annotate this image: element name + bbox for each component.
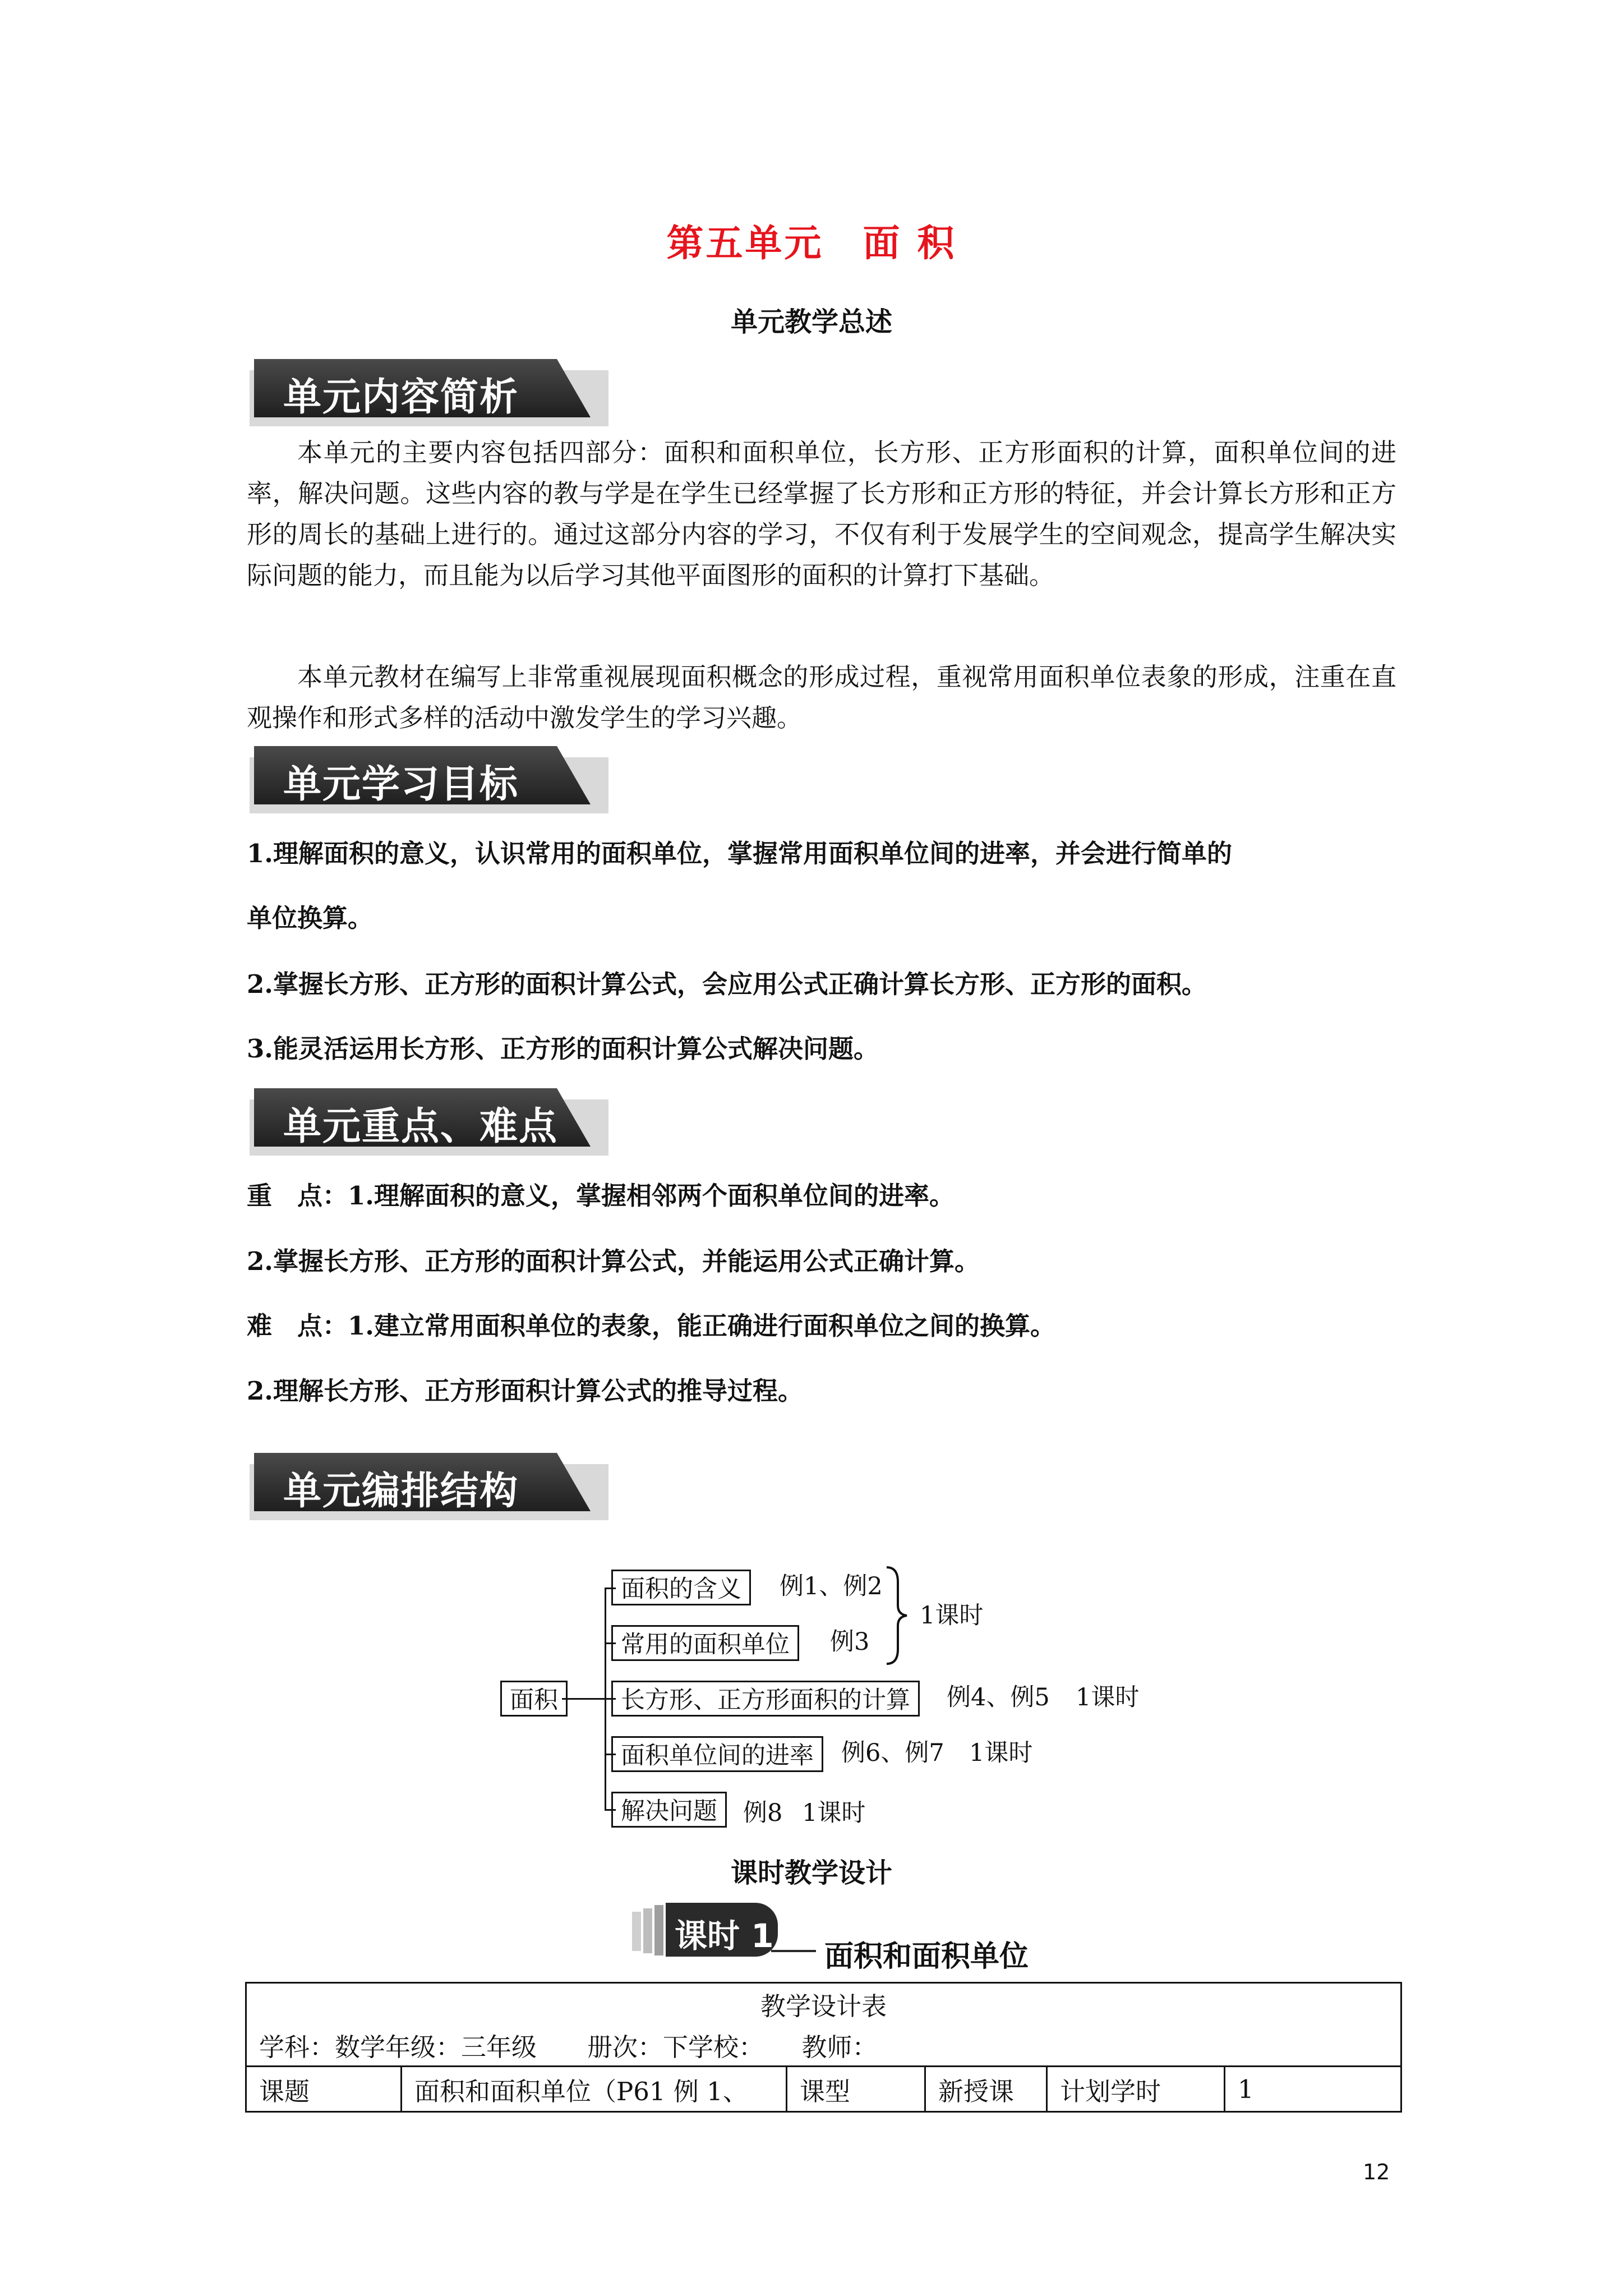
section-banner-label: 单元内容简析 xyxy=(283,375,519,420)
node-box: 面积的含义 xyxy=(611,1570,751,1605)
key-point-1: 重 点：1.理解面积的意义，掌握相邻两个面积单位间的进率。 xyxy=(247,1181,955,1211)
section-banner-label: 单元编排结构 xyxy=(283,1469,519,1513)
key-point-2: 2.掌握长方形、正方形的面积计算公式，并能运用公式正确计算。 xyxy=(247,1246,980,1276)
goal-item-2: 2.掌握长方形、正方形的面积计算公式，会应用公式正确计算长方形、正方形的面积。 xyxy=(247,969,1207,999)
group-hours: 1课时 xyxy=(920,1602,984,1630)
page-number: 12 xyxy=(1363,2160,1390,2184)
section-banner-goals xyxy=(250,746,637,818)
node-examples: 例8 xyxy=(743,1799,783,1827)
content-paragraph-2: 本单元教材在编写上非常重视展现面积概念的形成过程，重视常用面积单位表象的形成，注重在直观操作和形式多样的活动中激发学生的学习兴趣。 xyxy=(247,662,1396,733)
lesson-title: 面积和面积单位 xyxy=(824,1939,1029,1973)
table-row xyxy=(246,2024,1401,2067)
node-box: 常用的面积单位 xyxy=(611,1625,799,1661)
node-hours: 1课时 xyxy=(1076,1683,1140,1711)
design-table xyxy=(245,1982,1402,2113)
difficult-point-2: 2.理解长方形、正方形面积计算公式的推导过程。 xyxy=(247,1376,803,1406)
section-banner-content xyxy=(250,359,637,431)
goal-item-1: 1.理解面积的意义，认识常用的面积单位，掌握常用面积单位间的进率，并会进行简单的 xyxy=(247,839,1232,868)
connector xyxy=(562,1698,585,1700)
goal-item-1-cont: 单位换算。 xyxy=(247,903,374,933)
table-cell: 课型 xyxy=(787,2067,925,2112)
section-banner-label: 单元学习目标 xyxy=(283,762,519,807)
table-cell: 1 xyxy=(1225,2067,1401,2112)
section-banner-label: 单元重点、难点 xyxy=(283,1105,559,1149)
table-row xyxy=(246,1983,1401,2025)
goal-item-3: 3.能灵活运用长方形、正方形的面积计算公式解决问题。 xyxy=(247,1034,879,1064)
node-box: 面积单位间的进率 xyxy=(611,1736,823,1772)
lesson-heading: 课时教学设计 xyxy=(730,1857,892,1889)
root-node: 面积 xyxy=(500,1681,568,1717)
table-row xyxy=(246,2067,1401,2112)
connector xyxy=(585,1698,606,1700)
content-paragraph-1: 本单元的主要内容包括四部分：面积和面积单位，长方形、正方形面积的计算，面积单位间的进率，解决问题。这些内容的教与学是在学生已经掌握了长方形和正方形的特征，并会计算长方形和正方形的周长的基础上进行的。通过这部分内容的学习，不仅有利于发展学生的空间观念，提高学生解决实际问题的能力，而且能为以后学习其他平面图形的面积的计算打下基础。 xyxy=(247,438,1396,590)
page-title: 第五单元 面 积 xyxy=(666,221,957,265)
node-examples: 例6、例7 xyxy=(841,1739,944,1767)
table-cell: 面积和面积单位（P61 例 1、 xyxy=(402,2067,787,2112)
brace-icon xyxy=(883,1565,917,1666)
section-banner-keypoints xyxy=(250,1088,637,1160)
section-banner-structure xyxy=(250,1453,637,1525)
node-examples: 例4、例5 xyxy=(947,1683,1050,1711)
table-meta: 学科：数学年级：三年级 册次：下学校： 教师： xyxy=(246,2024,1401,2067)
table-cell: 课题 xyxy=(246,2067,402,2112)
table-caption: 教学设计表 xyxy=(246,1983,1401,2025)
lesson-badge-label: 课时 1 xyxy=(675,1917,774,1955)
lesson-badge xyxy=(631,1902,816,1963)
table-cell: 计划学时 xyxy=(1047,2067,1225,2112)
node-box: 长方形、正方形面积的计算 xyxy=(611,1681,920,1717)
node-examples: 例3 xyxy=(830,1628,870,1656)
table-cell: 新授课 xyxy=(925,2067,1047,2112)
page-subtitle: 单元教学总述 xyxy=(730,306,892,338)
node-box: 解决问题 xyxy=(611,1792,727,1828)
difficult-point-1: 难 点：1.建立常用面积单位的表象，能正确进行面积单位之间的换算。 xyxy=(247,1311,1055,1341)
node-hours: 1课时 xyxy=(802,1799,866,1827)
node-hours: 1课时 xyxy=(969,1739,1033,1767)
node-examples: 例1、例2 xyxy=(780,1572,883,1600)
